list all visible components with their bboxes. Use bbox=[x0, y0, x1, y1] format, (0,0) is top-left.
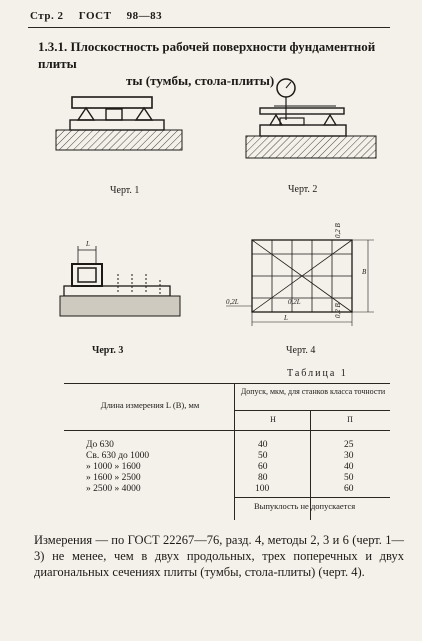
table-row-length: Св. 630 до 1000 bbox=[86, 451, 150, 461]
section-title-line2: ты (тумбы, стола-плиты) bbox=[126, 73, 275, 88]
table-note: Выпуклость не допускается bbox=[254, 501, 356, 511]
table-row-length: » 1000 » 1600 bbox=[86, 462, 141, 472]
header-rule bbox=[28, 27, 390, 28]
table-row-p: 50 bbox=[344, 473, 354, 483]
table-header-tolerance: Допуск, мкм, для станков класса точности bbox=[240, 387, 386, 396]
table-row-p: 30 bbox=[344, 451, 354, 461]
standard-number: 98—83 bbox=[126, 10, 163, 22]
table-row-h: 40 bbox=[258, 440, 268, 450]
table-header-rule bbox=[64, 430, 390, 431]
section-title-line1: Плоскостность рабочей поверхности фундаментной плиты bbox=[38, 39, 376, 71]
table-title: Таблица 1 bbox=[287, 368, 348, 379]
figure-4-inner-label: 0,2L bbox=[288, 298, 301, 306]
table-row-length: » 2500 » 4000 bbox=[86, 484, 141, 494]
table-note-rule bbox=[234, 497, 390, 498]
figure-2-caption: Черт. 2 bbox=[288, 184, 318, 195]
figure-3-length-label: L bbox=[86, 240, 90, 248]
figure-4-height-label: B bbox=[362, 268, 367, 276]
body-paragraph: Измерения — по ГОСТ 22267—76, разд. 4, методы 2, 3 и 6 (черт. 1—3) не менее, чем в двух продольных, трех поперечных и двух диагональных сечениях плиты (тумбы, стола-плиты) (черт. 4). bbox=[34, 533, 404, 579]
table-row-length: До 630 bbox=[86, 440, 114, 450]
page-header bbox=[30, 10, 174, 22]
section-number: 1.3.1. bbox=[38, 39, 68, 54]
table-row-p: 60 bbox=[344, 484, 354, 494]
table-row-h: 100 bbox=[255, 484, 270, 494]
table-subheader-h: Н bbox=[270, 415, 276, 424]
table-subheader-p: П bbox=[347, 415, 353, 424]
figure-4-length-label: L bbox=[284, 314, 288, 322]
figure-3-caption: Черт. 3 bbox=[92, 345, 124, 356]
figure-4-drawing bbox=[222, 222, 382, 342]
table-row-length: » 1600 » 2500 bbox=[86, 473, 141, 483]
figure-4-left-margin-label: 0,2L bbox=[226, 298, 239, 306]
table-row-h: 50 bbox=[258, 451, 268, 461]
table-row-h: 80 bbox=[258, 473, 268, 483]
figure-3-drawing bbox=[60, 236, 190, 331]
figure-1-caption: Черт. 1 bbox=[110, 185, 140, 196]
table-header-length: Длина измерения L (В), мм bbox=[100, 400, 200, 410]
standard-label: ГОСТ bbox=[78, 10, 112, 22]
figure-4-caption: Черт. 4 bbox=[286, 345, 316, 356]
figure-4-top-margin-label: 0,2 B bbox=[334, 223, 342, 238]
page-number: Стр. 2 bbox=[30, 10, 64, 22]
figure-1-drawing bbox=[56, 82, 206, 172]
table-col-divider bbox=[234, 383, 235, 520]
figure-2-drawing bbox=[236, 70, 386, 170]
table-row-p: 25 bbox=[344, 440, 354, 450]
table-top-rule bbox=[64, 383, 390, 384]
table-row-h: 60 bbox=[258, 462, 268, 472]
table-subheader-rule bbox=[234, 410, 390, 411]
table-row-p: 40 bbox=[344, 462, 354, 472]
figure-4-bottom-margin-label: 0,2 B bbox=[334, 303, 342, 318]
